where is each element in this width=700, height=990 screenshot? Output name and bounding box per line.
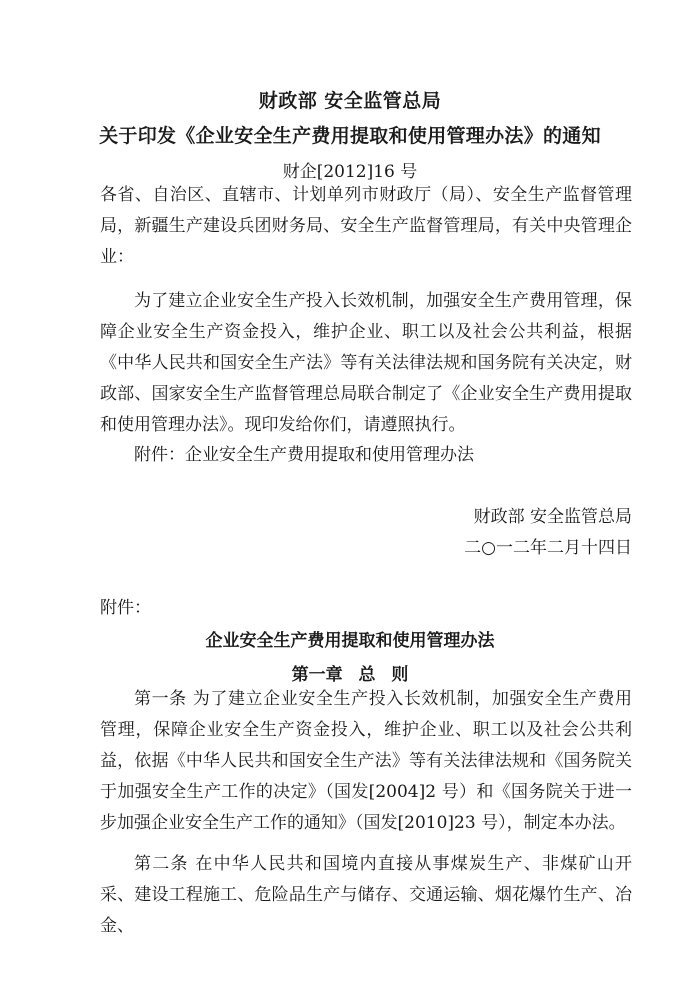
attachment-reference: 附件：企业安全生产费用提取和使用管理办法	[134, 445, 474, 465]
chapter-heading: 第一章 总 则	[291, 665, 409, 685]
article-2-paragraph: 第二条 在中华人民共和国境内直接从事煤炭生产、非煤矿山开采、建设工程施工、危险品生产与储存、交通运输、烟花爆竹生产、冶金、	[100, 854, 632, 936]
attachment-title: 企业安全生产费用提取和使用管理办法	[205, 631, 495, 651]
notice-title: 关于印发《企业安全生产费用提取和使用管理办法》的通知	[99, 125, 601, 147]
addressee-paragraph: 各省、自治区、直辖市、计划单列市财政厅（局）、安全生产监督管理局，新疆生产建设兵团财务局、安全生产监督管理局，有关中央管理企业：	[100, 185, 632, 267]
signature-date: 二○一二年二月十四日	[464, 538, 632, 558]
issuer-heading: 财政部 安全监管总局	[258, 90, 442, 112]
signature-organization: 财政部 安全监管总局	[473, 507, 632, 527]
notice-body-paragraph: 为了建立企业安全生产投入长效机制，加强安全生产费用管理，保障企业安全生产资金投入，维护企业、职工以及社会公共利益，根据《中华人民共和国安全生产法》等有关法律法规和国务院有关决定，财政部、国家安全生产监督管理总局联合制定了《企业安全生产费用提取和使用管理办法》。现印发给你们，请遵照执行。	[100, 291, 632, 435]
attachment-label: 附件：	[100, 598, 151, 618]
article-1-paragraph: 第一条 为了建立企业安全生产投入长效机制，加强安全生产费用管理，保障企业安全生产资金投入，维护企业、职工以及社会公共利益，依据《中华人民共和国安全生产法》等有关法律法规和《国务院关于加强安全生产工作的决定》（国发[2004]2 号）和《国务院关于进一步加强企业安全生产工作的通知》（国发[2010]23 号），制定本办法。	[100, 689, 632, 833]
document-number: 财企[2012]16 号	[282, 162, 418, 182]
